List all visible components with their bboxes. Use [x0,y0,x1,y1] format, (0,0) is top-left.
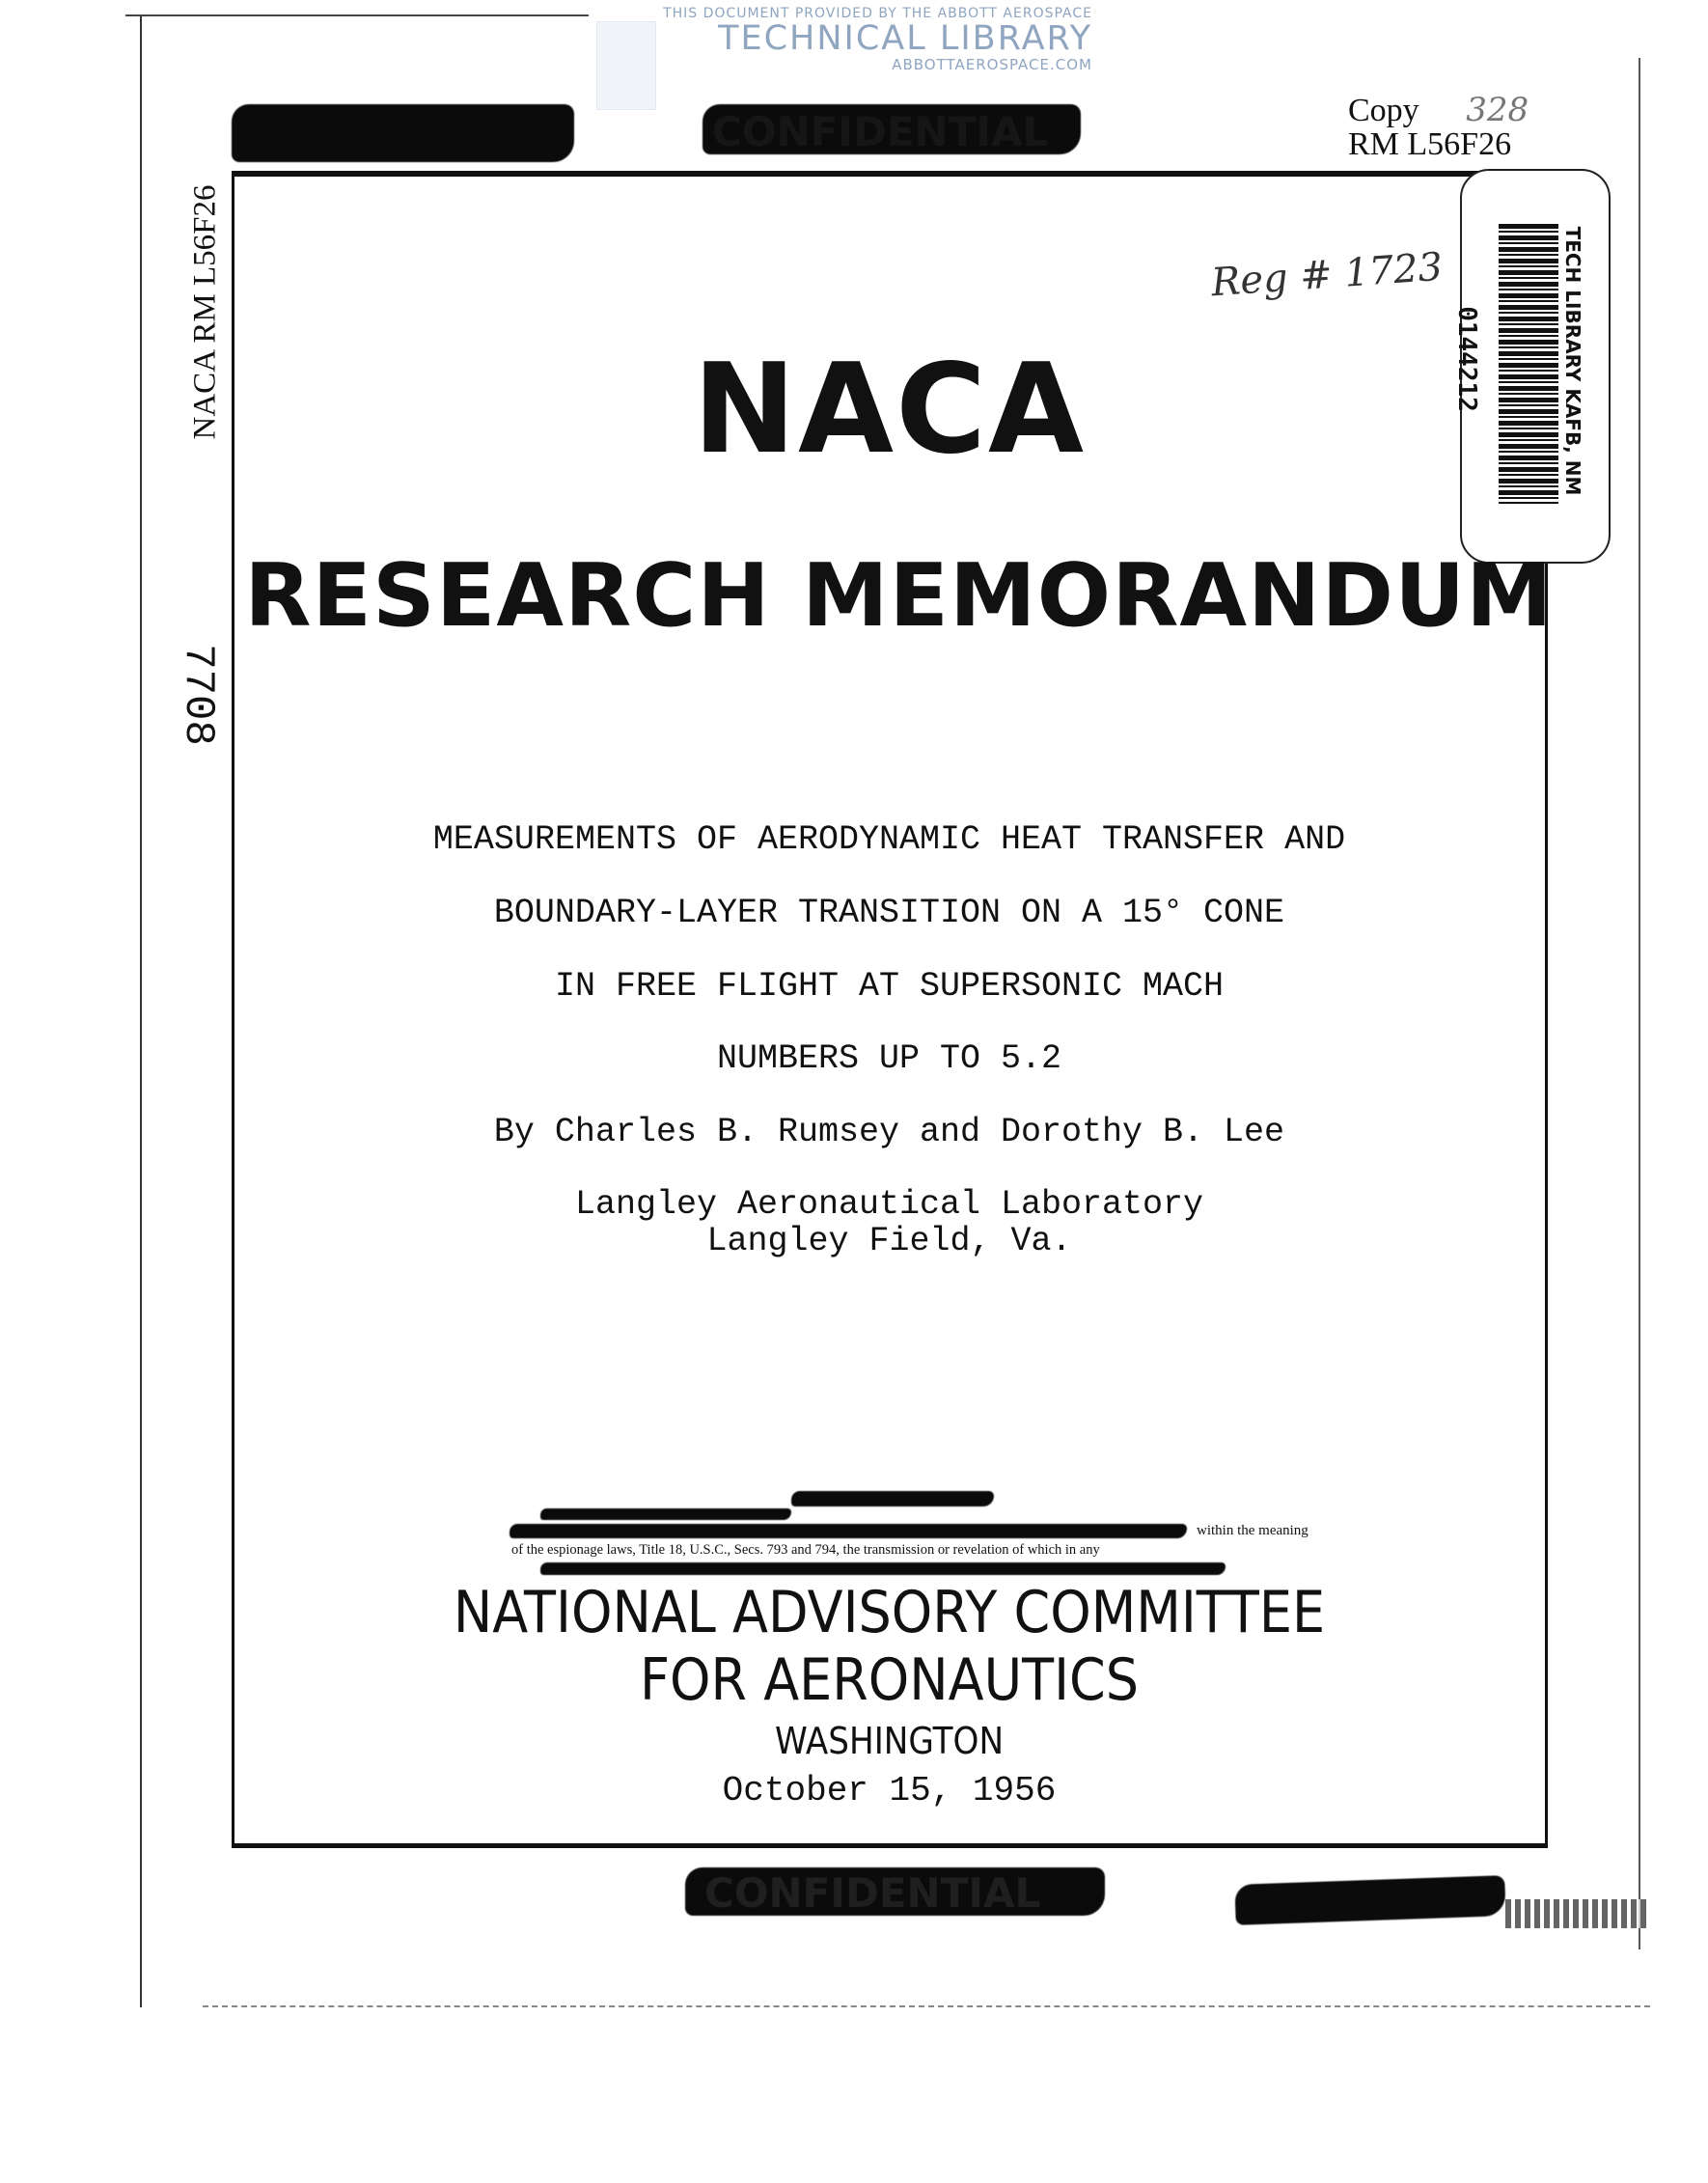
notice-line-2: of the espionage laws, Title 18, U.S.C., Secs. 793 and 794, the transmission or revelation of which in any [511,1542,1100,1558]
copy-number: 328 [1466,91,1529,129]
handwritten-scribble-bottom [1234,1875,1505,1925]
agency-title: NACA [692,338,1087,482]
committee-line-2: FOR AERONAUTICS [639,1646,1140,1714]
report-number: RM L56F26 [1348,126,1512,162]
copy-label [1348,91,1529,129]
committee-line-1: NATIONAL ADVISORY COMMITTEE [453,1579,1326,1646]
watermark-logo-icon [596,21,656,110]
outer-left-border [140,14,142,2007]
title-line-2: BOUNDARY-LAYER TRANSITION ON A 15° CONE [493,894,1285,932]
redaction-bar-2 [510,1524,1187,1538]
redaction-bar-4 [540,1562,1226,1575]
laboratory: Langley Aeronautical Laboratory [574,1185,1204,1224]
confidential-stamp-top: CONFIDENTIAL [702,104,1081,154]
copy-text: Copy [1348,93,1419,128]
title-line-4: NUMBERS UP TO 5.2 [716,1039,1062,1078]
scribble-tail [1505,1899,1650,1928]
watermark-library: TECHNICAL LIBRARY [718,19,1092,58]
redaction-bar-3 [540,1508,791,1520]
title-line-3: IN FREE FLIGHT AT SUPERSONIC MACH [554,967,1225,1006]
handwritten-reg-number: Reg # 1723 [1209,244,1445,306]
confidential-stamp-bottom: CONFIDENTIAL [685,1867,1105,1916]
city: WASHINGTON [774,1720,1005,1762]
watermark-provided-by: THIS DOCUMENT PROVIDED BY THE ABBOTT AEROSPACE [663,6,1092,21]
title-line-1: MEASUREMENTS OF AERODYNAMIC HEAT TRANSFER AND [432,820,1346,859]
outer-bottom-border [203,2005,1650,2007]
barcode-number: 0144212 [1452,306,1481,412]
outer-right-border [1639,58,1640,1949]
notice-line-1: within the meaning [1197,1523,1309,1538]
outer-top-border [125,14,589,16]
margin-report-id: NACA RM L56F26 [187,184,223,440]
location: Langley Field, Va. [706,1222,1072,1260]
publication-date: October 15, 1956 [722,1771,1057,1810]
document-type: RESEARCH MEMORANDUM [244,545,1554,647]
redaction-blot-top-left [232,104,574,162]
watermark-site: ABBOTTAEROSPACE.COM [892,56,1092,73]
margin-number: 7708 [174,644,222,746]
barcode-library: TECH LIBRARY KAFB, NM [1561,226,1584,496]
authors: By Charles B. Rumsey and Dorothy B. Lee [493,1113,1285,1151]
redaction-bar-1 [791,1491,994,1506]
